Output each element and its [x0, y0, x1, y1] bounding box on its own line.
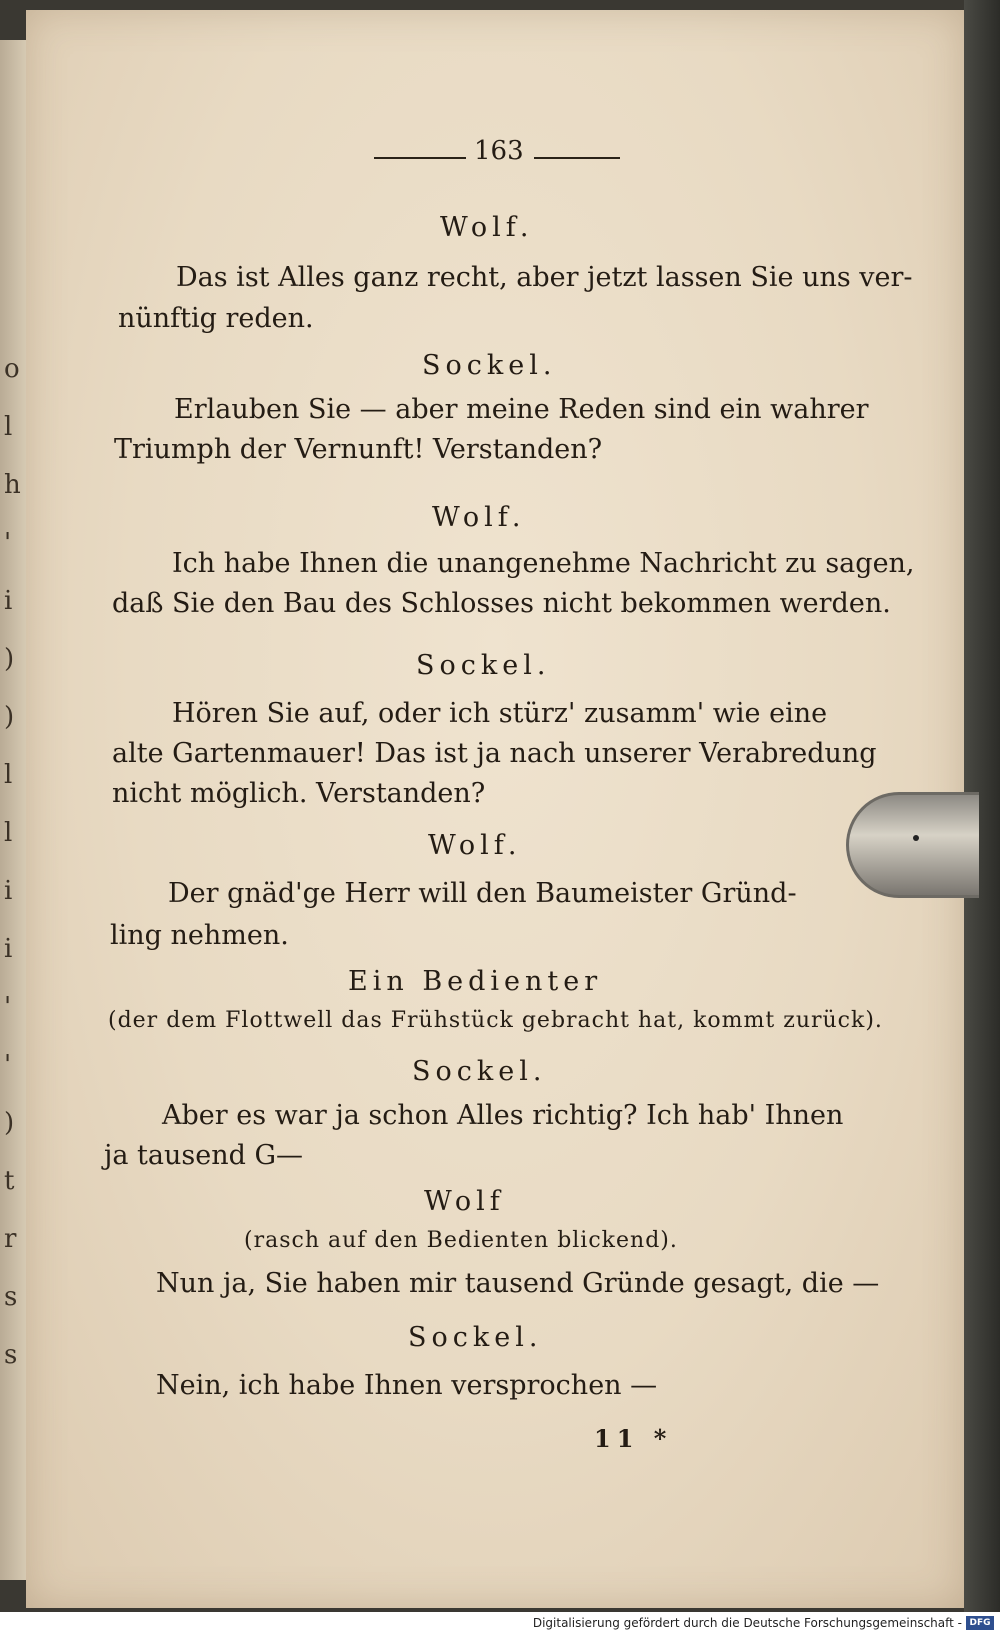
footer-credit: Digitalisierung gefördert durch die Deutsche Forschungsgemeinschaft -	[532, 1616, 962, 1630]
margin-mark: i	[4, 934, 13, 964]
dialogue-line: nünftig reden.	[118, 303, 314, 334]
margin-mark: i	[4, 586, 13, 616]
page-number-rule-right	[534, 157, 620, 159]
dialogue-line: daß Sie den Bau des Schlosses nicht bekommen werden.	[112, 588, 891, 619]
speaker-name: Wolf	[424, 1186, 505, 1217]
margin-mark: o	[4, 354, 20, 384]
margin-mark: '	[4, 992, 12, 1022]
dialogue-line: Ich habe Ihnen die unangenehme Nachricht zu sagen,	[172, 548, 915, 579]
page-number-rule-left	[374, 157, 466, 159]
dialogue-line: Nein, ich habe Ihnen versprochen —	[156, 1370, 658, 1401]
dialogue-line: Nun ja, Sie haben mir tausend Gründe gesagt, die —	[156, 1268, 880, 1299]
margin-mark: l	[4, 818, 13, 848]
dialogue-line: ling nehmen.	[110, 920, 289, 951]
margin-mark: l	[4, 412, 13, 442]
margin-mark: )	[4, 644, 15, 674]
dialogue-line: Der gnäd'ge Herr will den Baumeister Gründ-	[168, 878, 797, 909]
page-clip	[846, 792, 979, 898]
dialogue-line: Hören Sie auf, oder ich stürz' zusamm' wie eine	[172, 698, 828, 729]
speaker-name: Wolf.	[440, 212, 534, 243]
speaker-name: Sockel.	[412, 1056, 547, 1087]
footer-bar	[0, 1612, 1000, 1636]
dialogue-line: Erlauben Sie — aber meine Reden sind ein wahrer	[174, 394, 869, 425]
stage-direction: (der dem Flottwell das Frühstück gebracht hat, kommt zurück).	[108, 1008, 883, 1033]
page-number: 163	[474, 136, 524, 166]
margin-mark: s	[4, 1340, 18, 1370]
dialogue-line: Das ist Alles ganz recht, aber jetzt lassen Sie uns ver-	[176, 262, 913, 293]
signature-mark: 11 *	[594, 1424, 673, 1453]
speaker-name: Sockel.	[422, 350, 557, 381]
margin-mark: '	[4, 1050, 12, 1080]
book-page	[26, 10, 964, 1608]
dfg-logo: DFG	[966, 1616, 994, 1630]
margin-mark: s	[4, 1282, 18, 1312]
dialogue-line: Aber es war ja schon Alles richtig? Ich hab' Ihnen	[162, 1100, 844, 1131]
dialogue-line: Triumph der Vernunft! Verstanden?	[114, 434, 603, 465]
margin-mark: )	[4, 702, 15, 732]
margin-mark: '	[4, 528, 12, 558]
margin-mark: i	[4, 876, 13, 906]
margin-mark: t	[4, 1166, 15, 1196]
margin-mark: h	[4, 470, 21, 500]
speaker-name: Sockel.	[408, 1322, 543, 1353]
speaker-name: Wolf.	[432, 502, 526, 533]
dialogue-line: alte Gartenmauer! Das ist ja nach unserer Verabredung	[112, 738, 877, 769]
speaker-name: Ein Bedienter	[348, 966, 603, 997]
stage-direction: (rasch auf den Bedienten blickend).	[244, 1228, 678, 1253]
speaker-name: Wolf.	[428, 830, 522, 861]
dialogue-line: nicht möglich. Verstanden?	[112, 778, 486, 809]
dialogue-line: ja tausend G—	[104, 1140, 304, 1171]
margin-mark: l	[4, 760, 13, 790]
clip-rivet	[913, 835, 919, 841]
speaker-name: Sockel.	[416, 650, 551, 681]
margin-mark: )	[4, 1108, 15, 1138]
margin-mark: r	[4, 1224, 17, 1254]
